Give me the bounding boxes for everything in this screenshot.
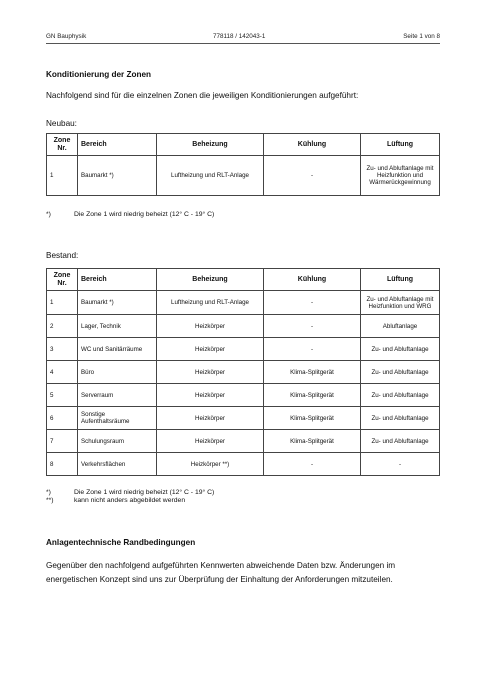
cell-lueftung: Zu- und Abluftanlage <box>361 361 440 384</box>
col-bereich: Bereich <box>78 269 157 291</box>
col-kuehlung: Kühlung <box>264 269 361 291</box>
cell-beheizung: Heizkörper <box>157 361 264 384</box>
cell-lueftung: Zu- und Abluftanlage <box>361 430 440 453</box>
neubau-label: Neubau: <box>46 119 77 128</box>
cell-beheizung: Heizkörper <box>157 407 264 430</box>
cell-bereich: Sonstige Aufenthaltsräume <box>78 407 157 430</box>
table-header-row <box>47 134 440 156</box>
section-intro: Nachfolgend sind für die einzelnen Zonen die jeweiligen Konditionierungen aufgeführt: <box>46 91 359 100</box>
cell-lueftung: Abluftanlage <box>361 315 440 338</box>
cell-beheizung: Luftheizung und RLT-Anlage <box>157 291 264 315</box>
table-row <box>47 384 440 407</box>
section-anlagentechnik-text: Gegenüber den nachfolgend aufgeführten Kennwerten abweichende Daten bzw. Änderungen im energetischen Konzept sind uns zur Überprüfung der Einhaltung der Anforderungen mitzuteilen. <box>46 561 396 584</box>
cell-kuehlung: - <box>264 453 361 476</box>
table-row <box>47 315 440 338</box>
col-zone-nr: Zone Nr. <box>47 269 78 291</box>
cell-lueftung: Zu- und Abluftanlage <box>361 384 440 407</box>
cell-bereich: WC und Sanitärräume <box>78 338 157 361</box>
header-company: GN Bauphysik <box>46 33 87 40</box>
table-row <box>47 361 440 384</box>
cell-beheizung: Luftheizung und RLT-Anlage <box>157 156 264 196</box>
table-row <box>47 453 440 476</box>
cell-nr: 7 <box>47 430 78 453</box>
cell-kuehlung: - <box>264 315 361 338</box>
cell-kuehlung: Klima-Splitgerät <box>264 430 361 453</box>
col-bereich: Bereich <box>78 134 157 156</box>
cell-bereich: Lager, Technik <box>78 315 157 338</box>
col-zone-nr: Zone Nr. <box>47 134 78 156</box>
cell-bereich: Serverraum <box>78 384 157 407</box>
table-row <box>47 338 440 361</box>
cell-nr: 6 <box>47 407 78 430</box>
cell-nr: 4 <box>47 361 78 384</box>
cell-nr: 1 <box>47 156 78 196</box>
cell-nr: 2 <box>47 315 78 338</box>
col-lueftung: Lüftung <box>361 134 440 156</box>
cell-bereich: Baumarkt *) <box>78 156 157 196</box>
col-beheizung: Beheizung <box>157 269 264 291</box>
cell-nr: 8 <box>47 453 78 476</box>
cell-lueftung: Zu- und Abluftanlage mit Heizfunktion und Wärmerückgewinnung <box>361 156 440 196</box>
cell-kuehlung: Klima-Splitgerät <box>264 384 361 407</box>
header-page-number: Seite 1 von 8 <box>403 33 440 40</box>
cell-nr: 1 <box>47 291 78 315</box>
cell-bereich: Baumarkt *) <box>78 291 157 315</box>
table-row <box>47 430 440 453</box>
bestand-footnote-2: **) kann nicht anders abgebildet werden <box>46 497 186 504</box>
neubau-footnote: *) Die Zone 1 wird niedrig beheizt (12° C - 19° C) <box>46 211 215 218</box>
cell-nr: 5 <box>47 384 78 407</box>
col-lueftung: Lüftung <box>361 269 440 291</box>
cell-beheizung: Heizkörper <box>157 315 264 338</box>
cell-kuehlung: - <box>264 291 361 315</box>
cell-lueftung: Zu- und Abluftanlage <box>361 338 440 361</box>
cell-beheizung: Heizkörper <box>157 338 264 361</box>
cell-bereich: Schulungsraum <box>78 430 157 453</box>
section-title-konditionierung: Konditionierung der Zonen <box>46 70 152 79</box>
cell-kuehlung: Klima-Splitgerät <box>264 361 361 384</box>
page-header <box>46 33 440 44</box>
col-kuehlung: Kühlung <box>264 134 361 156</box>
bestand-footnote-1: *) Die Zone 1 wird niedrig beheizt (12° C - 19° C) <box>46 489 215 496</box>
cell-kuehlung: - <box>264 338 361 361</box>
section-title-anlagentechnik: Anlagentechnische Randbedingungen <box>46 538 196 547</box>
table-row <box>47 156 440 196</box>
cell-bereich: Verkehrsflächen <box>78 453 157 476</box>
cell-beheizung: Heizkörper **) <box>157 453 264 476</box>
bestand-table <box>46 268 440 476</box>
bestand-label: Bestand: <box>46 251 79 260</box>
cell-lueftung: Zu- und Abluftanlage <box>361 407 440 430</box>
cell-beheizung: Heizkörper <box>157 384 264 407</box>
table-header-row <box>47 269 440 291</box>
cell-beheizung: Heizkörper <box>157 430 264 453</box>
cell-bereich: Büro <box>78 361 157 384</box>
cell-lueftung: - <box>361 453 440 476</box>
neubau-table <box>46 133 440 196</box>
table-row <box>47 291 440 315</box>
col-beheizung: Beheizung <box>157 134 264 156</box>
cell-kuehlung: Klima-Splitgerät <box>264 407 361 430</box>
cell-lueftung: Zu- und Abluftanlage mit Heizfunktion und WRG <box>361 291 440 315</box>
cell-kuehlung: - <box>264 156 361 196</box>
cell-nr: 3 <box>47 338 78 361</box>
table-row <box>47 407 440 430</box>
header-project-number: 778118 / 142043-1 <box>213 33 266 40</box>
